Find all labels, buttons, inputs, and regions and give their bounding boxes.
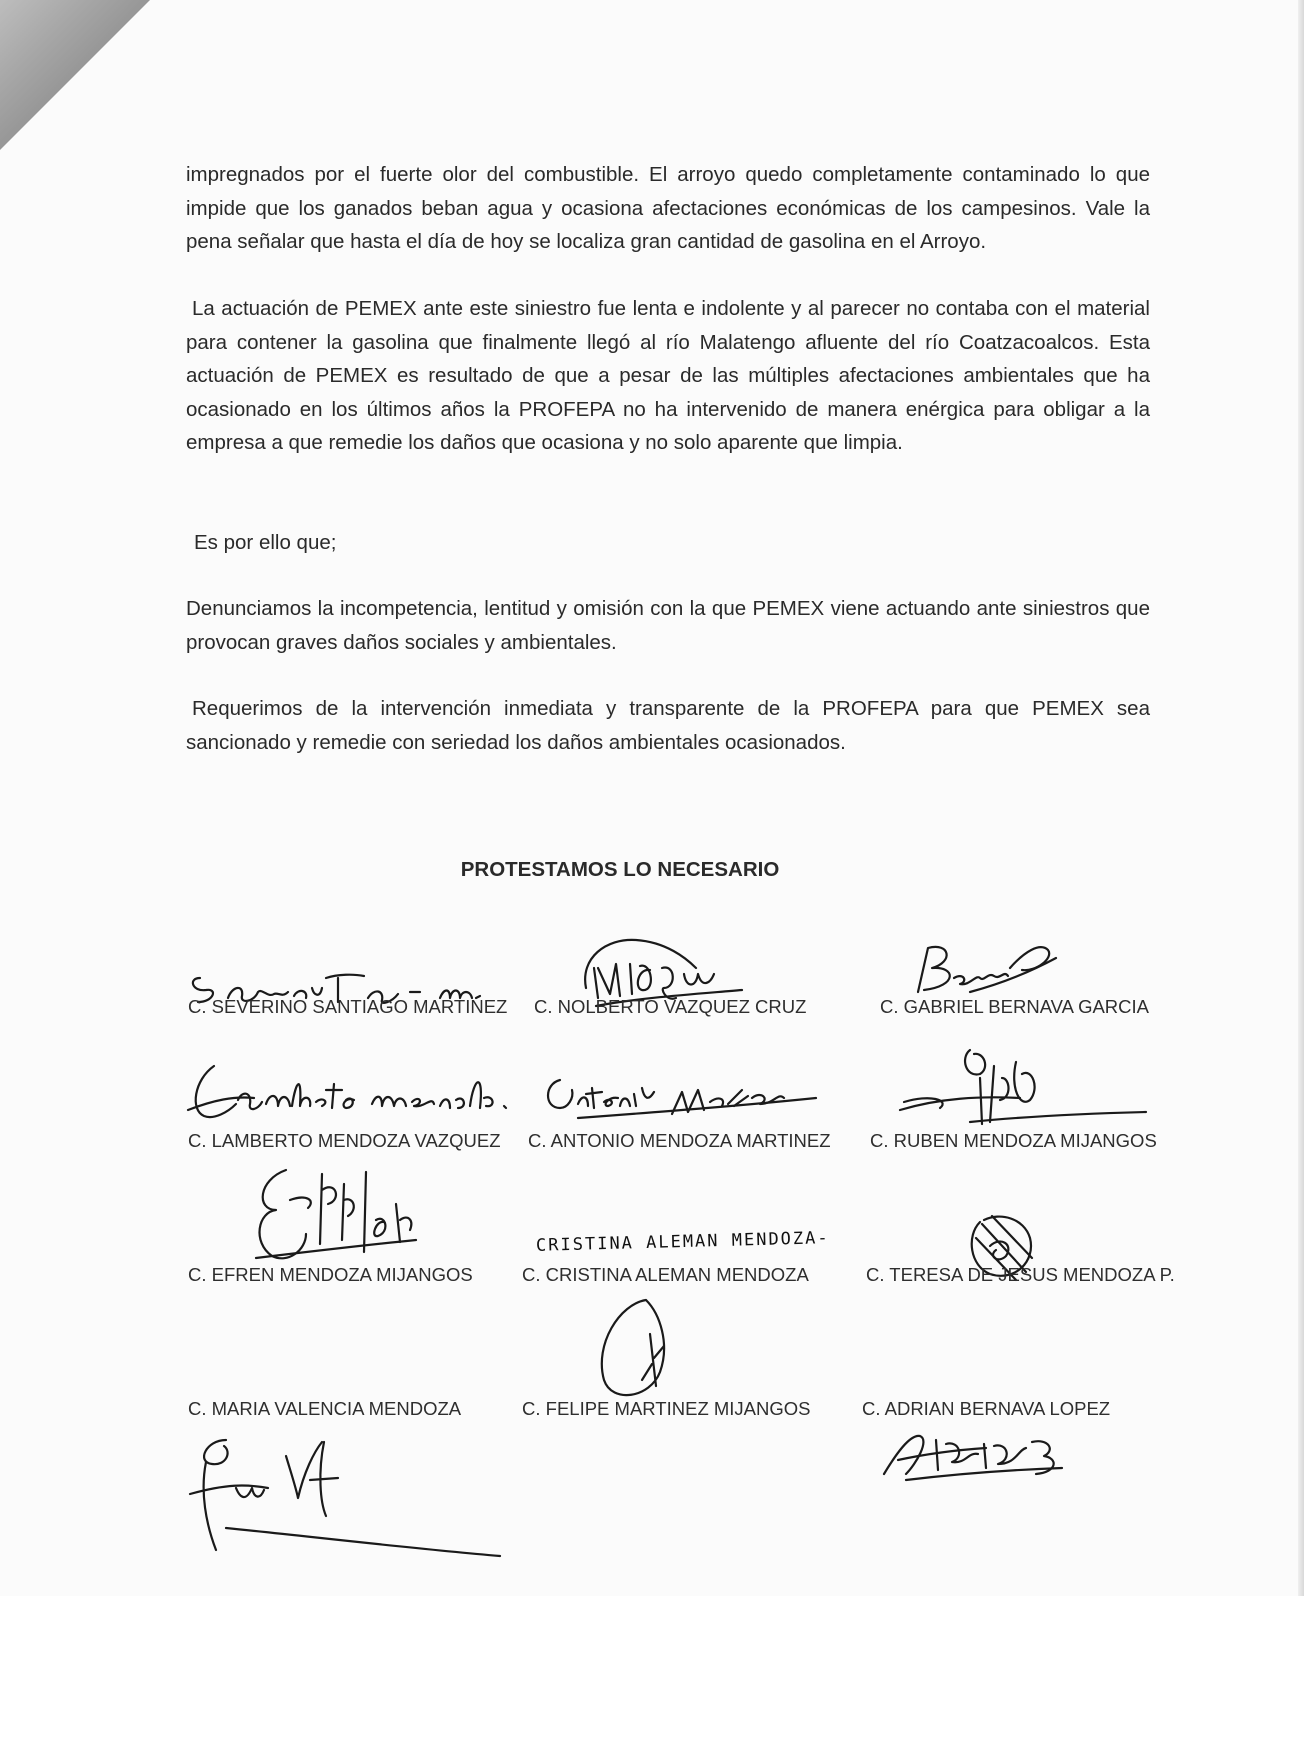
signatory-name: C. SEVERINO SANTIAGO MARTINEZ (188, 996, 508, 1017)
signatory-name: C. ADRIAN BERNAVA LOPEZ (862, 1398, 1111, 1419)
signatory-name: C. EFREN MENDOZA MIJANGOS (188, 1264, 473, 1285)
folded-corner (0, 0, 150, 150)
signatory-name: C. ANTONIO MENDOZA MARTINEZ (528, 1130, 831, 1151)
signatory-name: C. GABRIEL BERNAVA GARCIA (880, 996, 1150, 1017)
signature-antonio (538, 1068, 818, 1122)
paragraph-1: impregnados por el fuerte olor del combustible. El arroyo quedo completamente contaminado lo que impide que los ganados beban agua y ocasiona afectaciones económicas de los campesinos. Vale la pena señalar que hasta el día de hoy se localiza gran cantidad de gasolina en el Arroyo. (186, 163, 1150, 253)
closing-heading: PROTESTAMOS LO NECESARIO (460, 858, 780, 881)
signatory-name: C. LAMBERTO MENDOZA VAZQUEZ (188, 1130, 501, 1151)
signature-ruben (870, 1038, 1150, 1134)
signatory-name: C. CRISTINA ALEMAN MENDOZA (522, 1264, 809, 1285)
signatory-name: C. TERESA DE JESUS MENDOZA P. (866, 1264, 1175, 1285)
signature-efren (246, 1160, 426, 1264)
signature-lamberto (184, 1060, 514, 1130)
signature-cristina: CRISTINA ALEMAN MENDOZA- (535, 1228, 830, 1256)
signature-gabriel (910, 932, 1060, 1002)
paragraph-2: La actuación de PEMEX ante este siniestro fue lenta e indolente y al parecer no contaba con el material para contener la gasolina que finalmente llegó al río Malatengo afluente del río Coatzacoalcos. Esta actuación de PEMEX es resultado de que a pesar de las múltiples afectaciones ambientales que ha ocasionado en los últimos años la PROFEPA no ha intervenido de manera enérgica para obligar a la empresa a que remedie los daños que ocasiona y no solo aparente que limpia. (186, 297, 1150, 454)
signatory-name: C. RUBEN MENDOZA MIJANGOS (870, 1130, 1157, 1151)
signature-adrian (876, 1424, 1066, 1484)
paragraph-3: Es por ello que; (194, 531, 337, 554)
signatory-name: C. MARIA VALENCIA MENDOZA (188, 1398, 462, 1419)
page-edge (1298, 0, 1304, 1596)
paragraph-4: Denunciamos la incompetencia, lentitud y omisión con la que PEMEX viene actuando ante siniestros que provocan graves daños sociales y ambientales. (186, 597, 1150, 654)
paragraph-5: Requerimos de la intervención inmediata y transparente de la PROFEPA para que PEMEX sea sancionado y remedie con seriedad los daños ambientales ocasionados. (186, 697, 1150, 754)
signatory-name: C. NOLBERTO VAZQUEZ CRUZ (534, 996, 807, 1017)
signature-felipe (590, 1294, 680, 1404)
signature-maria (186, 1432, 506, 1560)
signatory-name: C. FELIPE MARTINEZ MIJANGOS (522, 1398, 811, 1419)
